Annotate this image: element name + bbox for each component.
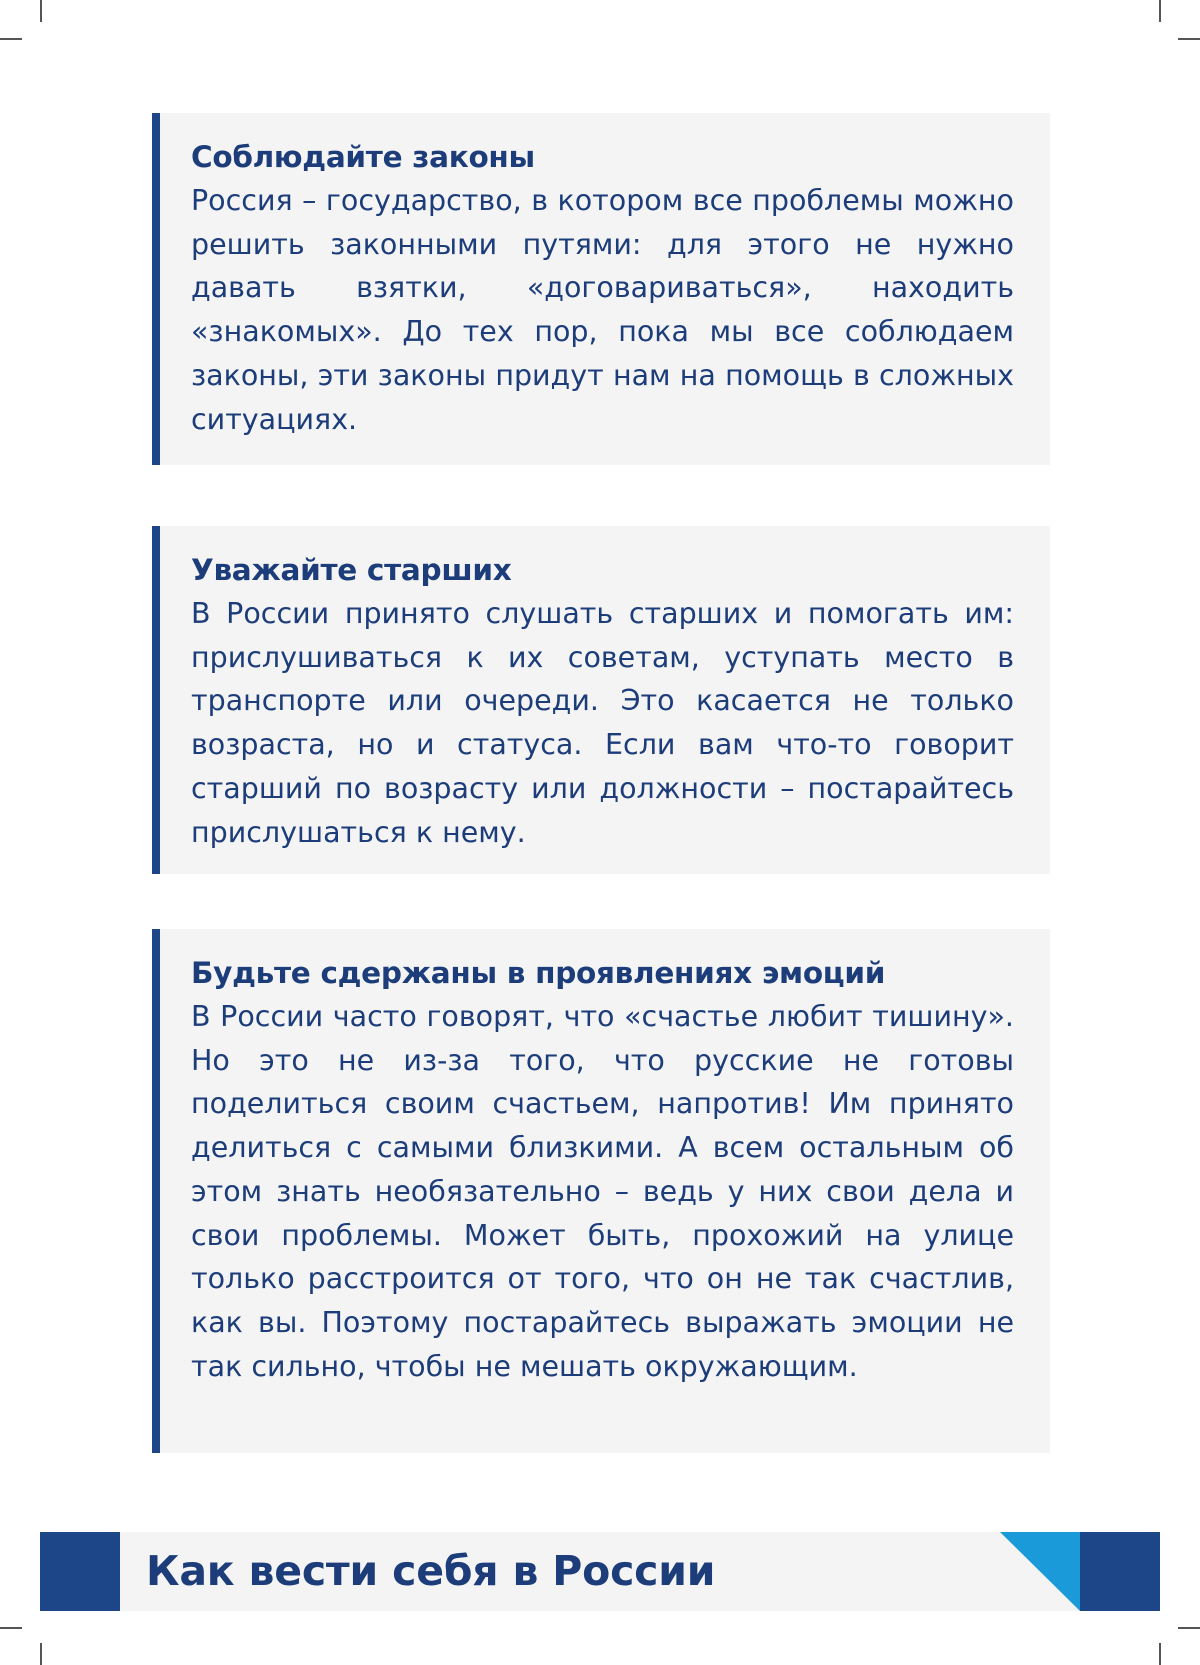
rule-text: Россия – государство, в котором все проблемы можно решить законными путями: для этого не нужно давать взятки, «договариваться», находить «знакомых». До тех пор, пока мы все соблюдаем законы, эти законы придут нам на помощь в сложных ситуациях. (191, 184, 1014, 436)
crop-mark (1178, 38, 1200, 40)
crop-mark (1178, 1627, 1200, 1629)
rule-card-laws (152, 113, 1050, 465)
rule-title: Соблюдайте законы (191, 140, 535, 174)
crop-mark (0, 1627, 22, 1629)
crop-mark (0, 38, 22, 40)
crop-mark (40, 0, 42, 22)
footer-title: Как вести себя в России (146, 1547, 716, 1595)
footer-square-right (1080, 1532, 1160, 1611)
crop-mark (1159, 1643, 1161, 1665)
crop-mark (1159, 0, 1161, 22)
rule-title: Уважайте старших (191, 553, 512, 587)
rule-text: В России часто говорят, что «счастье любит тишину». Но это не из-за того, что русские не готовы поделиться своим счастьем, напротив! Им принято делиться с самыми близкими. А всем остальным об этом знать необязательно – ведь у них свои дела и свои проблемы. Может быть, прохожий на улице только расстроится от того, что он не так счастлив, как вы. Поэтому постарайтесь выражать эмоции не так сильно, чтобы не мешать окружающим. (191, 1000, 1014, 1383)
footer-square-left (40, 1532, 120, 1611)
rule-card-elders (152, 526, 1050, 874)
rule-card-emotions (152, 929, 1050, 1453)
rule-title: Будьте сдержаны в проявлениях эмоций (191, 956, 886, 990)
rule-text: В России принято слушать старших и помогать им: прислушиваться к их советам, уступать место в транспорте или очереди. Это касается не только возраста, но и статуса. Если вам что-то говорит старший по возрасту или должности – постарайтесь прислушаться к нему. (191, 597, 1014, 849)
footer-triangle (1000, 1532, 1080, 1611)
crop-mark (40, 1643, 42, 1665)
footer-triangle-shape (1000, 1532, 1080, 1611)
